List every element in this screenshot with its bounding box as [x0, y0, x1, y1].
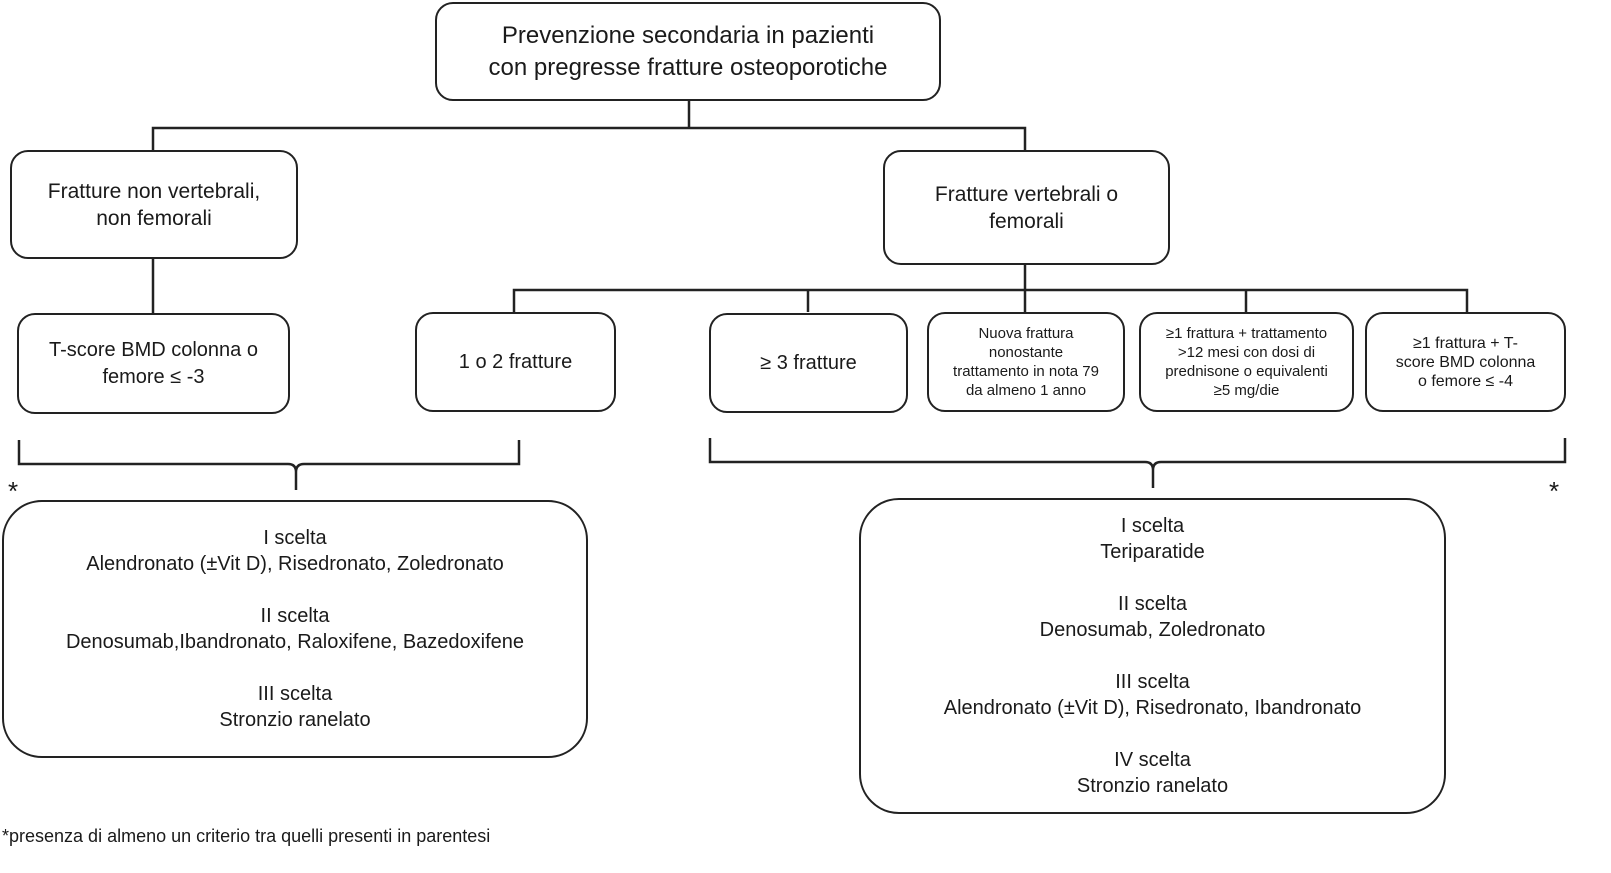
text: Fratture non vertebrali, — [47, 179, 261, 203]
text: femorali — [989, 209, 1064, 233]
choice-label: IV scelta — [1114, 749, 1191, 771]
criterion-tscore-3 — [17, 313, 290, 414]
footnote: *presenza di almeno un criterio tra quelli presenti in parentesi — [2, 826, 491, 846]
text: femore ≤ -3 — [102, 365, 205, 388]
choice-drugs: Stronzio ranelato — [1076, 775, 1229, 797]
text: >12 mesi con dosi di — [1177, 344, 1316, 361]
left-treatment-box — [2, 500, 588, 758]
choice-drugs: Alendronato (±Vit D), Risedronato, Ibandronato — [943, 697, 1362, 719]
text: ≥1 frattura + trattamento — [1165, 325, 1328, 342]
choice-label: III scelta — [257, 683, 333, 705]
text: 1 o 2 fratture — [458, 350, 573, 373]
text: prednisone o equivalenti — [1165, 363, 1328, 380]
criterion-prednisone — [1139, 312, 1354, 412]
criterion-3-fractures — [709, 313, 908, 413]
text: score BMD colonna — [1395, 353, 1536, 371]
text: Nuova frattura — [978, 325, 1074, 342]
root-text-2: con pregresse fratture osteoporotiche — [488, 53, 888, 81]
choice-label: II scelta — [260, 605, 330, 627]
text: trattamento in nota 79 — [953, 363, 1099, 380]
criterion-1-2-fractures — [415, 312, 616, 412]
asterisk-left: * — [8, 476, 19, 506]
text: ≥1 frattura + T- — [1413, 334, 1518, 352]
choice-drugs: Teriparatide — [1100, 541, 1205, 563]
text: o femore ≤ -4 — [1417, 372, 1514, 390]
text: ≥5 mg/die — [1213, 382, 1280, 399]
choice-label: III scelta — [1115, 671, 1190, 693]
text: non femorali — [96, 206, 212, 230]
text: nonostante — [988, 344, 1064, 361]
text: ≥ 3 fratture — [760, 351, 857, 374]
text: T-score BMD colonna o — [49, 338, 258, 361]
choice-label: I scelta — [1120, 515, 1185, 537]
criterion-new-fracture — [927, 312, 1125, 412]
text: Fratture vertebrali o — [934, 182, 1119, 206]
choice-label: II scelta — [1118, 593, 1187, 615]
root-text-1: Prevenzione secondaria in pazienti — [501, 21, 875, 49]
criterion-tscore-4 — [1365, 312, 1566, 412]
choice-label: I scelta — [263, 527, 327, 549]
asterisk-right: * — [1549, 476, 1560, 506]
left-brace — [19, 440, 519, 490]
text: da almeno 1 anno — [965, 382, 1087, 399]
right-treatment-box — [859, 498, 1446, 814]
right-brace — [710, 438, 1565, 488]
choice-drugs: Stronzio ranelato — [219, 709, 371, 731]
choice-drugs: Alendronato (±Vit D), Risedronato, Zoledronato — [86, 553, 504, 575]
branch-vertebral — [883, 150, 1170, 265]
root-node — [435, 2, 941, 101]
choice-drugs: Denosumab, Zoledronato — [1039, 619, 1266, 641]
choice-drugs: Denosumab,Ibandronato, Raloxifene, Bazedoxifene — [65, 631, 525, 653]
branch-non-vertebral — [10, 150, 298, 259]
